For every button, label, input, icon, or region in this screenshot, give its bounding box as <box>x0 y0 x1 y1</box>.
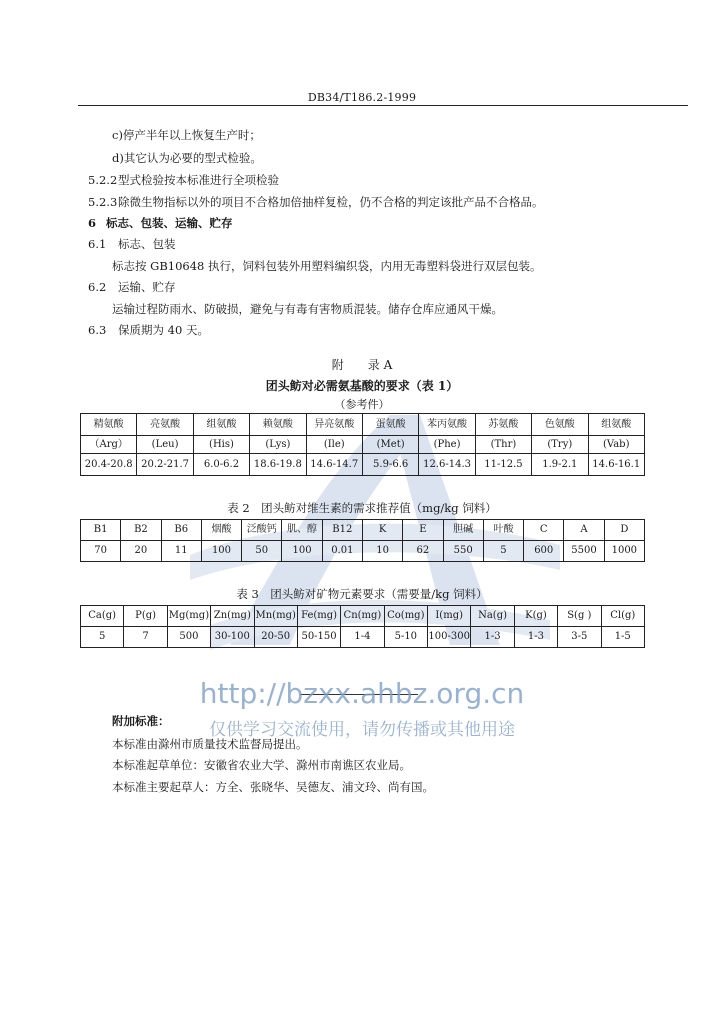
table-cell: 异亮氨酸 <box>306 414 362 436</box>
table-cell: 1-4 <box>341 627 384 648</box>
table-cell: 5.9-6.6 <box>362 454 418 476</box>
table-cell: 0.01 <box>322 541 362 562</box>
table-cell: E <box>403 520 443 541</box>
watermark-note: 仅供学习交流使用，请勿传播或其他用途 <box>209 720 515 740</box>
table1-subtitle: （参考件） <box>334 398 390 411</box>
watermark-url: http://bzxx.ahbz.org.cn <box>199 677 525 710</box>
table-cell: 5-10 <box>384 627 427 648</box>
table-cell: 肌、醇 <box>282 520 322 541</box>
line-text: c)停产半年以上恢复生产时； <box>112 128 261 142</box>
table-cell: D <box>604 520 644 541</box>
table-cell: 50 <box>242 541 282 562</box>
table-cell: 5 <box>81 627 124 648</box>
table-cell: P(g) <box>124 606 167 627</box>
table-cell: (Try) <box>532 436 588 454</box>
line-text: 标志、包装 <box>118 237 176 251</box>
footer-line: 本标准主要起草人：方全、张晓华、吴德友、浦文玲、尚有国。 <box>112 780 434 794</box>
line-text: 保质期为 40 天。 <box>118 323 209 337</box>
table-row <box>81 520 645 541</box>
table-cell: 蛋氨酸 <box>362 414 418 436</box>
table-cell: 5500 <box>564 541 604 562</box>
table-cell: 组氨酸 <box>193 414 249 436</box>
table-cell: 11-12.5 <box>475 454 531 476</box>
table-cell: 叶酸 <box>483 520 523 541</box>
table-cell: K(g) <box>514 606 557 627</box>
table-cell: 1000 <box>604 541 644 562</box>
vitamin-table <box>80 519 645 562</box>
table3-title: 表 3 团头鲂对矿物元素要求（需要量/kg 饲料） <box>236 587 488 601</box>
table-cell: Na(g) <box>471 606 514 627</box>
table-cell: Co(mg) <box>384 606 427 627</box>
table-row <box>81 606 645 627</box>
table-cell: 10 <box>362 541 402 562</box>
table-cell: 色氨酸 <box>532 414 588 436</box>
clause-number: 6.1 <box>88 237 107 251</box>
table-cell: (Leu) <box>137 436 193 454</box>
table-cell: 30-100 <box>211 627 254 648</box>
table-row <box>81 627 645 648</box>
body-line <box>112 259 542 273</box>
table-cell: 6.0-6.2 <box>193 454 249 476</box>
table-cell: (Vab) <box>588 436 644 454</box>
table-cell: 组氨酸 <box>588 414 644 436</box>
clause-number: 5.2.3 <box>88 195 118 209</box>
table-cell: B12 <box>322 520 362 541</box>
table-cell: 20-50 <box>254 627 297 648</box>
table-cell: Mg(mg) <box>167 606 210 627</box>
table-cell: 11 <box>161 541 201 562</box>
footer-line: 本标准起草单位：安徽省农业大学、滁州市南谯区农业局。 <box>112 758 411 772</box>
table-cell: (His) <box>193 436 249 454</box>
table-cell: Ca(g) <box>81 606 124 627</box>
table-cell: Zn(mg) <box>211 606 254 627</box>
table-cell: 泛酸钙 <box>242 520 282 541</box>
document-code: DB34/T186.2-1999 <box>307 91 417 104</box>
table-cell: 7 <box>124 627 167 648</box>
line-text: 型式检验按本标准进行全项检验 <box>118 173 279 187</box>
line-text: 运输、贮存 <box>118 280 176 294</box>
table-cell: A <box>564 520 604 541</box>
table-cell: 1-5 <box>601 627 645 648</box>
table-cell: (Phe) <box>419 436 475 454</box>
table-cell: 20 <box>121 541 161 562</box>
mineral-table <box>80 605 645 648</box>
table-cell: 烟酸 <box>201 520 241 541</box>
body-line <box>112 128 261 142</box>
table-cell: 苯丙氨酸 <box>419 414 475 436</box>
table1-title: 团头鲂对必需氨基酸的要求（表 1） <box>265 379 459 393</box>
line-text: 标志、包装、运输、贮存 <box>106 216 233 230</box>
table-cell: 62 <box>403 541 443 562</box>
table-cell: 600 <box>524 541 564 562</box>
clause-6-1 <box>88 237 176 251</box>
header-rule <box>78 105 688 106</box>
table-cell: Cn(mg) <box>341 606 384 627</box>
table-cell: 赖氨酸 <box>250 414 306 436</box>
table-cell: 1-3 <box>471 627 514 648</box>
table-cell: (Thr) <box>475 436 531 454</box>
table-row <box>81 436 645 454</box>
table-cell: 1.9-2.1 <box>532 454 588 476</box>
table-cell: 亮氨酸 <box>137 414 193 436</box>
table-cell: Cl(g) <box>601 606 645 627</box>
table-cell: (Lys) <box>250 436 306 454</box>
table-cell: 5 <box>483 541 523 562</box>
table-cell: 70 <box>81 541 121 562</box>
table-cell: Fe(mg) <box>297 606 340 627</box>
footer-label: 附加标准： <box>112 714 170 728</box>
body-line <box>112 302 503 316</box>
table-cell: C <box>524 520 564 541</box>
table-cell: Mn(mg) <box>254 606 297 627</box>
body-line <box>112 151 262 165</box>
table-cell: (Met) <box>362 436 418 454</box>
table-cell: S(g ) <box>558 606 601 627</box>
table-row <box>81 541 645 562</box>
table-cell: 100 <box>201 541 241 562</box>
amino-acid-table <box>80 413 645 476</box>
table-cell: 14.6-14.7 <box>306 454 362 476</box>
table-cell: B1 <box>81 520 121 541</box>
table-cell: （Arg） <box>81 436 137 454</box>
line-text: d)其它认为必要的型式检验。 <box>112 151 262 165</box>
table-cell: 1-3 <box>514 627 557 648</box>
table-cell: 苏氨酸 <box>475 414 531 436</box>
clause-number: 5.2.2 <box>88 173 118 187</box>
clause-6-3 <box>88 323 209 337</box>
table2-title: 表 2 团头鲂对维生素的需求推荐值（mg/kg 饲料） <box>227 501 497 515</box>
clause-5-2-2 <box>88 173 279 187</box>
section-6-heading <box>88 216 233 230</box>
table-cell: 20.2-21.7 <box>137 454 193 476</box>
line-text: 标志按 GB10648 执行，饲料包装外用塑料编织袋，内用无毒塑料袋进行双层包装。 <box>112 259 542 273</box>
clause-6-2 <box>88 280 176 294</box>
line-text: 运输过程防雨水、防破损，避免与有毒有害物质混装。储存仓库应通风干燥。 <box>112 302 503 316</box>
table-cell: 20.4-20.8 <box>81 454 137 476</box>
clause-number: 6 <box>88 216 97 230</box>
table-cell: 500 <box>167 627 210 648</box>
table-cell: B6 <box>161 520 201 541</box>
table-cell: K <box>362 520 402 541</box>
table-cell: B2 <box>121 520 161 541</box>
clause-5-2-3 <box>88 195 544 209</box>
table-row <box>81 454 645 476</box>
table-cell: 18.6-19.8 <box>250 454 306 476</box>
line-text: 除微生物指标以外的项目不合格加倍抽样复检，仍不合格的判定该批产品不合格品。 <box>118 195 544 209</box>
table-cell: 100 <box>282 541 322 562</box>
table-cell: 12.6-14.3 <box>419 454 475 476</box>
table-cell: 550 <box>443 541 483 562</box>
appendix-heading: 附 录 A <box>331 358 393 372</box>
table-cell: 胆碱 <box>443 520 483 541</box>
table-cell: 14.6-16.1 <box>588 454 644 476</box>
table-cell: I(mg) <box>428 606 471 627</box>
table-cell: 100-300 <box>428 627 471 648</box>
table-cell: 50-150 <box>297 627 340 648</box>
clause-number: 6.3 <box>88 323 107 337</box>
table-cell: (Ile) <box>306 436 362 454</box>
table-cell: 3-5 <box>558 627 601 648</box>
table-cell: 精氨酸 <box>81 414 137 436</box>
table-row <box>81 414 645 436</box>
clause-number: 6.2 <box>88 280 107 294</box>
footer-line: 本标准由滁州市质量技术监督局提出。 <box>112 737 308 751</box>
